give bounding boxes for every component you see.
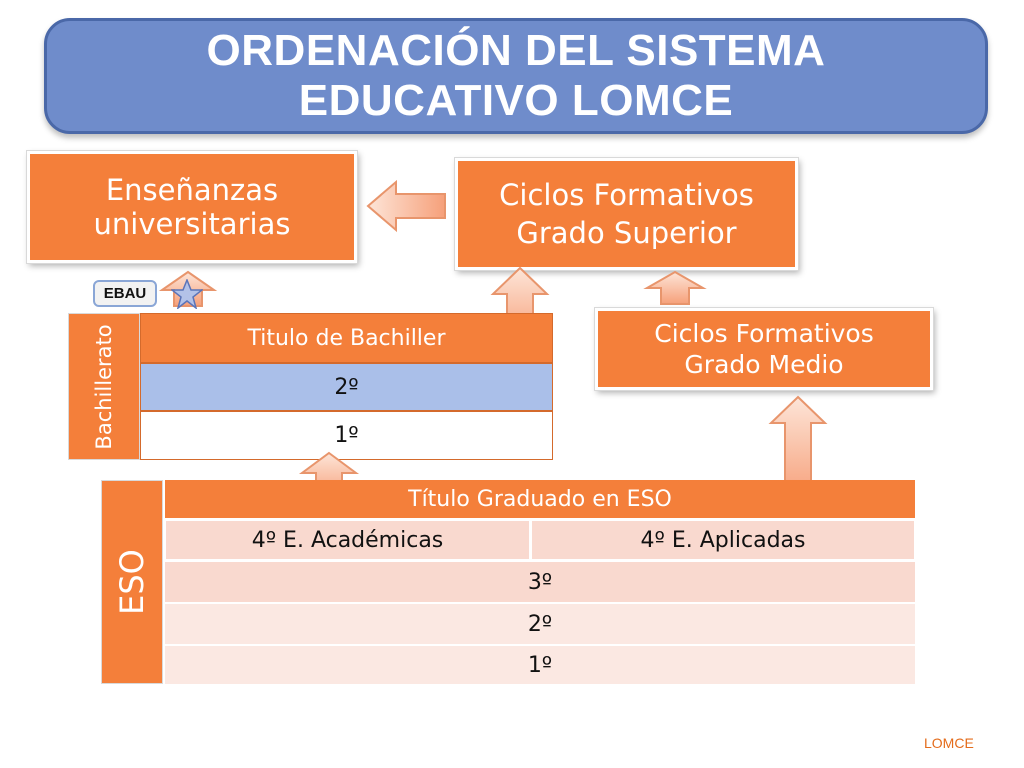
eso-label: ESO <box>113 549 151 615</box>
eso-side-label <box>101 480 163 684</box>
box-ensenanzas-universitarias <box>27 151 357 263</box>
box-label-line-2: Grado Medio <box>684 350 844 379</box>
box-ciclos-grado-superior <box>455 158 798 270</box>
box-label-line-1: Enseñanzas <box>105 173 279 207</box>
lomce-link[interactable]: LOMCE <box>924 735 974 751</box>
ebau-label: EBAU <box>103 285 147 302</box>
eso-cell-academicas: 4º E. Académicas <box>165 520 530 560</box>
box-label-line-2: Grado Superior <box>516 216 737 250</box>
title-line-2: EDUCATIVO LOMCE <box>298 76 734 125</box>
bachillerato-row-2: 2º <box>140 363 553 411</box>
bachillerato-side-label <box>68 313 140 460</box>
bachillerato-row-1: 1º <box>140 411 553 460</box>
arrow-left-icon <box>366 180 448 232</box>
box-label-line-1: Ciclos Formativos <box>654 319 874 348</box>
box-label-line-1: Ciclos Formativos <box>499 178 754 212</box>
eso-row-1: 1º <box>165 646 915 684</box>
box-label-line-2: universitarias <box>93 207 291 241</box>
title-line-1: ORDENACIÓN DEL SISTEMA <box>206 26 826 75</box>
bachillerato-row-titulo: Titulo de Bachiller <box>140 313 553 363</box>
bachillerato-label: Bachillerato <box>92 323 116 450</box>
ebau-badge <box>93 280 157 307</box>
title-banner <box>44 18 988 134</box>
eso-row-2: 2º <box>165 604 915 644</box>
eso-row-3: 3º <box>165 562 915 602</box>
box-ciclos-grado-medio <box>595 308 933 390</box>
star-icon <box>171 279 203 309</box>
eso-cell-aplicadas: 4º E. Aplicadas <box>531 520 915 560</box>
arrow-up-icon <box>645 270 705 306</box>
eso-row-titulo: Título Graduado en ESO <box>165 480 915 518</box>
